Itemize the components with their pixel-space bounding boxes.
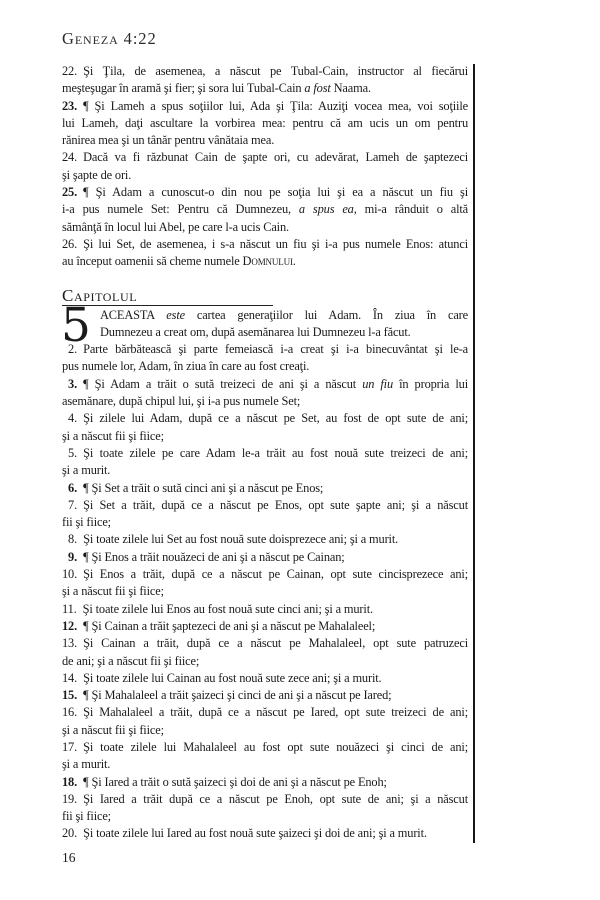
verse-line: şi a născut fii şi fiice;	[62, 584, 164, 599]
verse-line: sămânţă în locul lui Abel, pe care l-a ucis Cain.	[62, 219, 289, 234]
verse-line: 16. Şi Mahalaleel a trăit, după ce a născut pe Iared, opt sute treizeci de ani;	[62, 705, 468, 720]
verse-line: 10. Şi Enos a trăit, după ce a născut pe Cainan, opt sute cincisprezece ani;	[62, 567, 468, 582]
chapter-heading	[62, 286, 468, 307]
verse-line: 15. ¶ Şi Mahalaleel a trăit şaizeci şi cinci de ani şi a născut pe Iared;	[62, 688, 392, 703]
verse-line: 3. ¶ Şi Adam a trăit o sută treizeci de ani şi a născut un fiu în propria lui	[68, 376, 468, 391]
verse-line: 20. Şi toate zilele lui Iared au fost nouă sute şaizeci şi doi de ani; şi a murit.	[62, 826, 427, 841]
verse-line: şi a murit.	[62, 463, 111, 478]
verse-line: asemănare, după chipul lui, şi i-a pus numele Set;	[62, 394, 301, 409]
verse-line: 5. Şi toate zilele pe care Adam le-a trăit au fost nouă sute treizeci de ani;	[62, 445, 468, 460]
verse-line: meşteşugar în aramă şi fier; şi sora lui Tubal-Cain a fost Naama.	[62, 81, 371, 96]
verse-line: şi a murit.	[62, 757, 111, 772]
chapter-number-dropcap: 5	[61, 297, 91, 353]
verse-line: şi şapte de ori.	[62, 167, 132, 182]
verse-line: 7. Şi Set a trăit, după ce a născut pe Enos, opt sute şapte ani; şi a născut	[62, 497, 468, 512]
chapter5-verse1-lines	[100, 307, 468, 342]
verse-line: 4. Şi zilele lui Adam, după ce a născut pe Set, au fost de opt sute de ani;	[62, 411, 468, 426]
verse-line: i-a pus numele Set: Pentru că Dumnezeu, a spus ea, mi-a rânduit o altă	[62, 202, 468, 217]
verse-line: 26. Şi lui Set, de asemenea, i s-a născut un fiu şi i-a pus numele Enos: atunci	[62, 236, 468, 251]
verse-line: ACEASTA este cartea generaţiilor lui Adam. În ziua în care	[100, 307, 468, 322]
verse-line: 9. ¶ Şi Enos a trăit nouăzeci de ani şi a născut pe Cainan;	[68, 549, 345, 564]
verse-line: fii şi fiice;	[62, 809, 111, 824]
verse-line: 8. Şi toate zilele lui Set au fost nouă sute doisprezece ani; şi a murit.	[62, 532, 399, 547]
verse-line: au început oamenii să cheme numele Domnului.	[62, 254, 296, 269]
verse-line: 18. ¶ Şi Iared a trăit o sută şaizeci şi doi de ani şi a născut pe Enoh;	[62, 774, 387, 789]
verse-line: şi a născut fii şi fiice;	[62, 428, 164, 443]
verse-line: fii şi fiice;	[62, 515, 111, 530]
verse-line: 14. Şi toate zilele lui Cainan au fost nouă sute zece ani; şi a murit.	[62, 670, 382, 685]
verse-line: 22. Şi Ţila, de asemenea, a născut pe Tubal-Cain, instructor al fiecărui	[62, 64, 468, 78]
verse-line: 12. ¶ Şi Cainan a trăit şaptezeci de ani şi a născut pe Mahalaleel;	[62, 618, 376, 633]
verse-line: 2. Parte bărbătească şi parte femeiască i-a creat şi i-a binecuvântat şi le-a	[62, 342, 468, 357]
text-column	[62, 63, 468, 843]
verse-line: Dumnezeu a creat om, după asemănarea lui Dumnezeu l-a făcut.	[100, 324, 411, 339]
verse-line: lui Lameh, daţi ascultare la vorbirea mea: pentru că am ucis un om pentru	[62, 115, 468, 130]
verse-line: 17. Şi toate zilele lui Mahalaleel au fost opt sute nouăzeci şi cinci de ani;	[62, 739, 468, 754]
chapter-heading-label: Capitolul	[62, 286, 273, 306]
verse-line: 25. ¶ Şi Adam a cunoscut-o din nou pe soţia lui şi ea a născut un fiu şi	[62, 185, 468, 200]
page-number: 16	[62, 850, 76, 865]
chapter5-text	[62, 341, 468, 843]
verse-line: şi a născut fii şi fiice;	[62, 722, 164, 737]
column-rule	[473, 64, 475, 843]
verse-line: 23. ¶ Şi Lameh a spus soţiilor lui, Ada şi Ţila: Auziţi vocea mea, voi soţiile	[62, 98, 468, 113]
verse-line: rănirea mea şi un tânăr pentru vânătaia mea.	[62, 133, 275, 148]
verse-line: 6. ¶ Şi Set a trăit o sută cinci ani şi a născut pe Enos;	[68, 480, 324, 495]
verse-line: 13. Şi Cainan a trăit, după ce a născut pe Mahalaleel, opt sute patruzeci	[62, 636, 468, 651]
verse-line: 11. Şi toate zilele lui Enos au fost nouă sute cinci ani; şi a murit.	[62, 601, 373, 616]
verse-line: 24. Dacă va fi răzbunat Cain de şapte ori, cu adevărat, Lameh de şaptezeci	[62, 150, 468, 165]
chapter4-text	[62, 63, 468, 271]
running-head: Geneza 4:22	[62, 29, 157, 48]
verse-line: 19. Şi Iared a trăit după ce a născut pe Enoh, opt sute de ani; şi a născut	[62, 791, 468, 806]
verse-line: pus numele lor, Adam, în ziua în care au fost creaţi.	[62, 359, 310, 374]
verse-line: de ani; şi a născut fii şi fiice;	[62, 653, 200, 668]
